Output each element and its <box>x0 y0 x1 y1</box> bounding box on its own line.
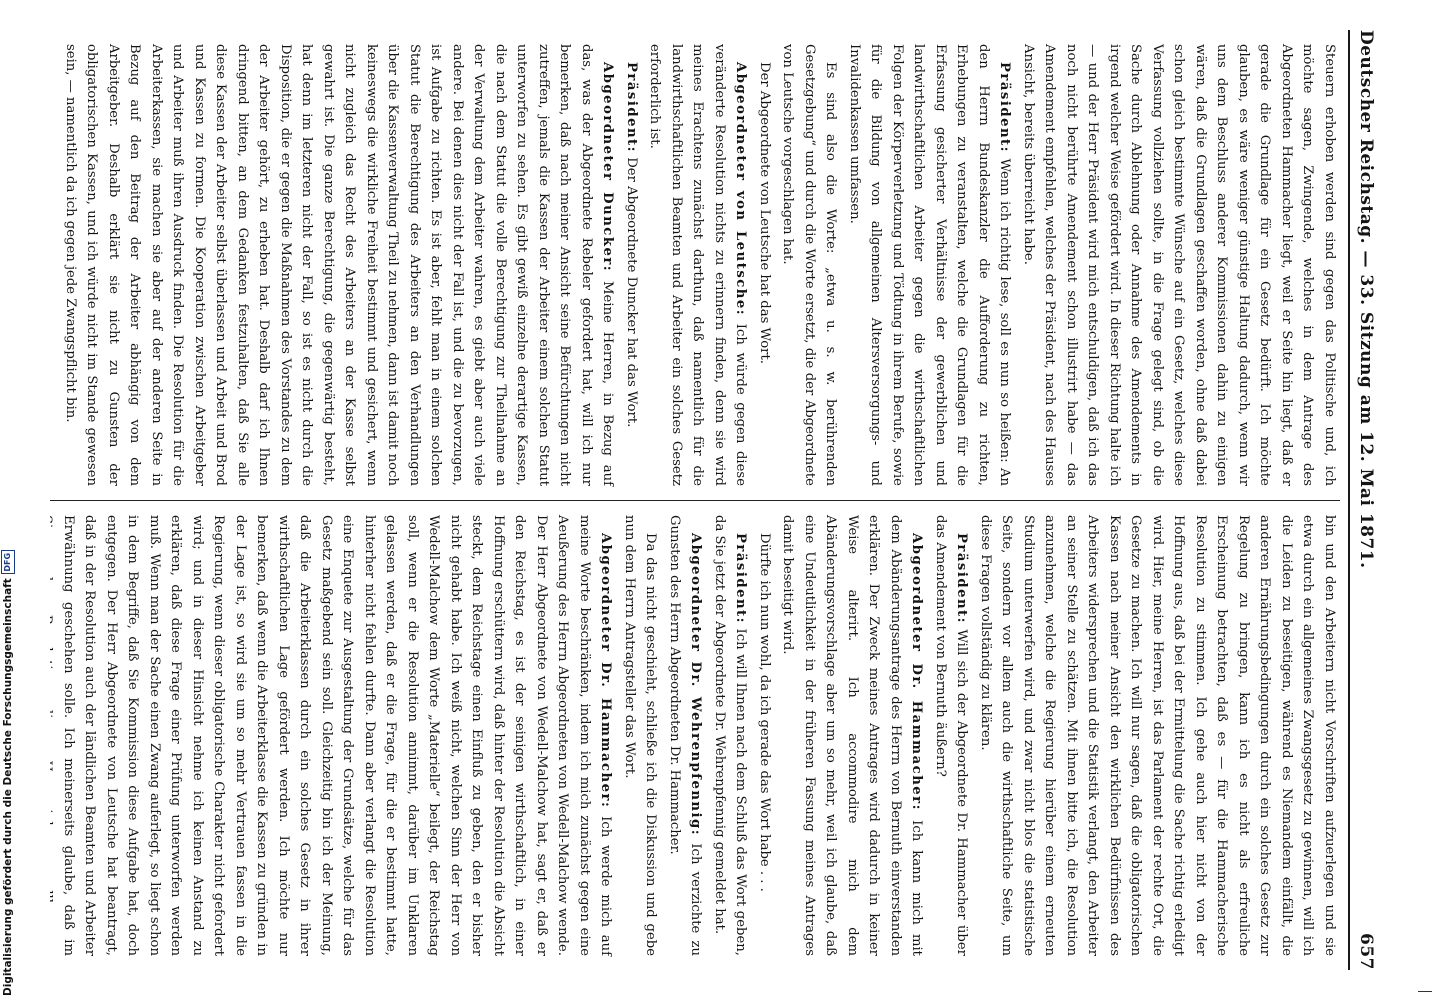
speech-text: Ich verzichte zu Gunsten des Herrn Abgeordneten Dr. Hammacher. <box>667 515 704 956</box>
speaker-name: Präsident: <box>624 62 639 154</box>
paragraph: Da das nicht geschieht, schließe ich die Diskussion und gebe nun dem Herrn Antragsteller das Wort. <box>622 515 659 956</box>
column-right <box>50 500 1340 970</box>
running-head: Deutscher Reichstag. — 33. Sitzung am 12. Mai 1871. <box>1356 30 1376 569</box>
speech-text: Ich kann mich mit dem Abänderungsantrage des Herrn von Bernuth einverstanden erklären. Der Zweck meines Antrages wird dadurch in keiner Weise alterirt. Ich accommodire mich dem Abänderungsvorschlage aber um so mehr, weil ich glaube, daß eine Undeutlichkeit in der früheren Fassung meines Antrages damit beseitigt wird. <box>780 515 925 956</box>
paragraph: Es sind also die Worte: „etwa u. s. w. berührenden Gesetzgebung“ und durch die Worte ersetzt, die der Abgeordnete von Leutsche vorgeschlagen hat. <box>780 44 839 486</box>
speech-text: Der Abgeordnete Duncker hat das Wort. <box>624 157 639 428</box>
speech-text: Ich will Ihnen nach dem Schluß das Wort geben, da Sie jetzt der Abgeordnete Dr. Wehrenpfennig gemeldet hat. <box>712 515 749 956</box>
speech-text: Will sich der Abgeordnete Dr. Hammacher über das Amendement von Bernuth äußern? <box>933 515 970 956</box>
speech-text: Ich würde gegen diese veränderte Resolution nichts zu erinnern finden, denn sie wird meines Erachtens zunächst darthun, daß namentlich für die landwirthschaftlichen Beamten und Arbeiter ein solches Gesetz erforderlich ist. <box>647 44 749 486</box>
speaker-name: Präsident: <box>733 533 749 625</box>
speaker-name: Abgeordneter Dr. Hammacher: <box>909 533 925 811</box>
paragraph <box>777 515 928 956</box>
rotated-page-content <box>46 30 1386 970</box>
speaker-name: Abgeordneter Duncker: <box>600 62 616 273</box>
paragraph <box>844 44 1016 486</box>
paragraph <box>644 44 752 486</box>
page-header <box>1346 30 1386 970</box>
header-rule <box>1348 30 1350 970</box>
speech-text: Meine Herren, in Bezug auf das, was der Abgeordnete Rebeler gefordert hat, will ich nur bemerken, daß nach meiner Ansicht seine Befürchtungen nicht zutreffen, jemals die Kassen der Arbeiter einem solchen Statut unterworfen zu sehen. Es gibt gewiß einzelne derartige Kassen, die nach dem Statut die volle Berechtigung zur Theilnahme an der Verwaltung dem Arbeiter wahren, es giebt aber auch viele andere. Bei denen dies nicht der Fall ist, und die zu bevorzugen, ist Aufgabe zu richten. Es ist aber, fehlt man in einem solchen Statut die Berechtigung des Arbeiters an den Verhandlungen über die Kassenverwaltung Theil zu nehmen, dann ist damit noch keineswegs die wirkliche Freiheit bestimmt und gesichert, wenn nicht zugleich das Recht des Arbeiters an der Kasse selbst gewahrt ist. Die ganze Berechtigung, die gegenwärtig besteht, hat denn im letzteren nicht der Fall, so ist es nicht durch die Disposition, die er gegen die Maßnahmen des Vorstandes zu dem der Arbeiter gehört, zu erheben hat. Deshalb darf ich Ihnen dringend bitten, an dem Gedanken festzuhalten, daß Sie alle diese Kassen der Arbeiter selbst überlassen und Arbeit und Brod und Kassen zu formen. Die Kooperation zwischen Arbeitgeber und Arbeiter muß ihren Ausdruck finden. Die Resolution für die Arbeiterkassen, sie machen sie aber auf der anderen Seite in Bezug auf den Beitrag der Arbeiter abhängig von dem Arbeitgeber. Deshalb erklärt sie nicht zu Gunsten der obligatorischen Kassen, und ich würde nicht im Stande gewesen sein, — namentlich da ich gegen jede Zwangspflicht bin. <box>63 44 616 487</box>
speech-text: Wenn ich richtig lese, soll es nun so heißen: An den Herrn Bundeskanzler die Aufforderung zu richten, Erhebungen zu veranstalten, welche die Grundlagen für die Erfassung gesicherter Verhältnisse der gewerblichen und landwirthschaftlichen Arbeiter gegen die wirthschaftlichen Folgen der Körperverletzung und Tödtung in ihrem Berufe, sowie für die Bildung von allgemeinen Altersversorgungs- und Invalidenkassen umfassen. <box>847 44 1013 486</box>
paragraph <box>709 515 752 956</box>
credit-text: Digitalisierung gefördert durch die Deutsche Forschungsgemeinschaft <box>2 578 14 996</box>
speaker-name: Abgeordneter Dr. Wehrenpfennig: <box>688 533 704 837</box>
dfg-logo-icon: DFG <box>1 550 15 574</box>
speaker-name: Präsident: <box>954 533 970 625</box>
speaker-name: Präsident: <box>997 62 1013 154</box>
paragraph: Dürfte ich nun wohl, da ich gerade das Wort habe . . . <box>757 533 772 892</box>
paragraph: bin und den Arbeitern nicht Vorschriften aufzuerlegen und sie etwa durch ein allgemeines Zwangsgesetz zu gewinnen, will ich die Leiden zu beseitigen, während es Niemandem einfällt, die anderen Ernährungsbedingungen durch ein solches Gesetz zur Regelung zu bringen, kann ich es nicht als erfreuliche Erscheinung betrachten, daß es — für die Hammacherische Resolution zu stimmen. Ich gehe auch hier nicht von der Hoffnung aus, daß bei der Ermittelung die Sache richtig erledigt wird. Hier, meine Herren, ist das Parlament der rechte Ort, die Gesetze zu machen. Ich will nur sagen, daß die obligatorischen Kassen nach meiner Ansicht den wirklichen Bedürfnissen des Arbeiters widersprechen und die Statistik verlangt, den Arbeiter an seiner Stelle zu schätzen. Mit ihnen bitte ich, die Resolution anzunehmen, welche die Regierung hierüber einem erneuten Studium unterwerfen wird, und zwar nicht blos die statistische Seite, sondern vor allem auch die wirthschaftliche Seite, um diese Fragen vollständig zu klären. <box>978 515 1337 956</box>
paragraph <box>621 44 643 486</box>
paragraph: Der Abgeordnete von Leutsche hat das Wort. <box>757 62 772 364</box>
speaker-name: Abgeordneter von Leutsche: <box>733 62 749 317</box>
speaker-name: Abgeordneter Dr. Hammacher: <box>598 533 614 809</box>
scan-corner-mark <box>1418 991 1432 1000</box>
text-columns <box>50 30 1340 970</box>
paragraph <box>930 515 973 956</box>
paragraph <box>50 515 617 956</box>
page-number: 657 <box>1356 933 1376 970</box>
column-left <box>50 30 1340 500</box>
paragraph <box>664 515 707 956</box>
paragraph: Steuern erhoben werden sind gegen das Politische und, ich möchte sagen, Zwingende, welches in dem Antrage des Abgeordneten Hammacher liegt, weil er Seite hin liegt, daß er gerade die Grundlage für ein Gesetz bedürft. Ich möchte glauben, es wäre weniger günstige Haltung dadurch, wenn wir uns dem Beschluss anderer Kommissionen dahin zu einigen wären, daß die Grundlagen geschaffen worden, ohne daß dabei schon gleich bestimmte Wünsche auf ein Gesetz, welches diese Verfassung vollziehen sollte, in die Frage gelegt sind, ob die Sache durch Ablehnung oder Annahme des Amendements in irgend welcher Weise gefördert wird. In dieser Richtung halte ich — und der Herr Präsident wird mich entschuldigen, daß ich das noch nicht berührte Amendement schon illustrirt habe — das Amendement empfehlen, welches der Präsident, nach des Hauses Ansicht, bereits überreicht habe. <box>1021 44 1337 486</box>
speech-text: Ich werde mich auf meine Worte beschränken, indem ich mich zunächst gegen eine Aeußerung des Herrn Abgeordneten von Wedell-Malchow wende. Der Herr Abgeordnete von Wedell-Malchow hat, sagt er, daß er den Reichstag, es ist der seinigen wirthschaftlich, in einer Hoffnung erschüttern wird, daß hinter der Resolution die Absicht steckt, dem Reichstage einen Einfluß zu geben, den er bisher nicht gehabt habe. Ich weiß nicht, welchen Sinn der Herr von Wedell-Malchow dem Worte „Materielle“ beilegt, der Reichstag soll, wenn er die Resolution annimmt, darüber im Unklaren gelassen werden, daß er die Frage, für die er bestimmt hatte, hinterher nicht fehlen durfte. Dann aber verlangt die Resolution eine Enquete zur Ausgestaltung der Grundsätze, welche für das Gesetz maßgebend sein soll. Gleichzeitig bin ich der Meinung, daß die Arbeiterklassen durch ein solches Gesetz in ihrer wirthschaftlichen Lage gefördert werden. Ich möchte nur bemerken, daß wenn die Arbeiterklasse die Kassen zu gründen in der Lage ist, so wird sie um so mehr Vertrauen fassen in die Regierung, wenn dieser obligatorische Charakter nicht gefordert wird; und in dieser Hinsicht nehme ich keinen Anstand zu erklären, daß diese Frage einer Prüfung unterworfen werden muß. Wenn man der Sache einen Zwang auferlegt, so liegt schon in dem Begriffe, daß Sie Kommission diese Aufgabe hat, doch entgegen. Der Herr Abgeordnete von Leutsche hat beantragt, daß in der Resolution auch der ländlichen Beamten und Arbeiter Erwähnung geschehen solle. Ich meinerseits glaube, daß im Sinne der Resolution diese Heranziehung vollkommen <box>50 515 614 956</box>
paragraph <box>60 44 619 486</box>
digitization-credit <box>1 550 15 996</box>
